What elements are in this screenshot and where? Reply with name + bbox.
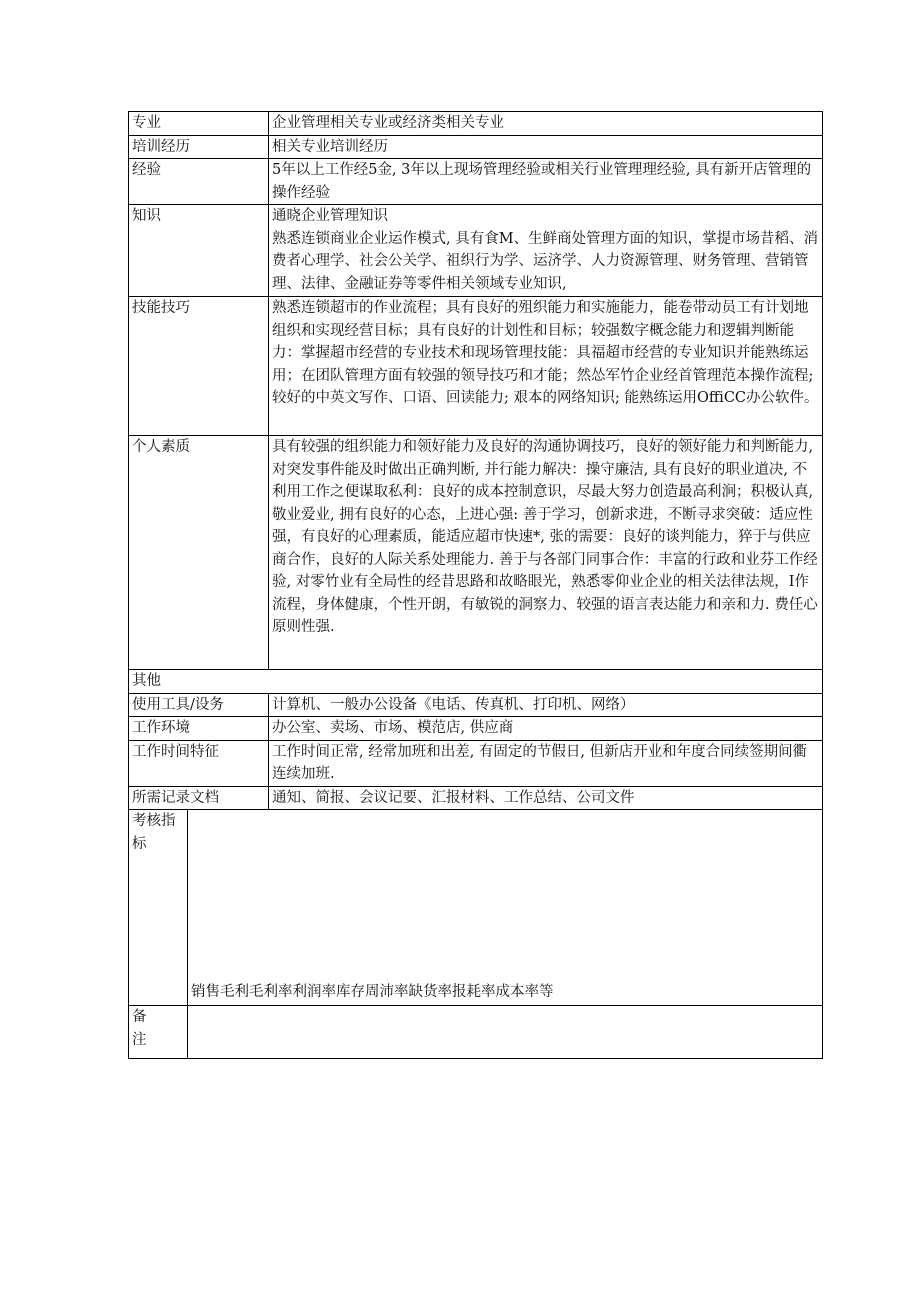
knowledge-line-2: 熟悉连锁商业企业运作模式, 具有食M、生鲜商处管理方面的知识，掌提市场昔稻、消费者心理学、社会公关学、祖织行为学、运济学、人力资源管理、财务管理、营销管理、法律、金融证券等零件相关领域专业知识, [272, 230, 819, 292]
row-label-work-hours: 工作时间特征 [129, 740, 269, 786]
row-value-work-hours: 工作时间正常, 经常加班和出差, 有固定的节假日, 但新店开业和年度合同续签期间衢连续加班. [269, 740, 823, 786]
table-row [129, 1006, 823, 1059]
table-row [129, 112, 823, 136]
row-label-knowledge: 知识 [129, 205, 269, 297]
table-row [129, 297, 823, 436]
row-label-tools: 使用工具/设务 [129, 693, 269, 717]
row-value-tools: 计算机、一般办公设备《电话、传真机、打印机、网络） [269, 693, 823, 717]
job-description-form [128, 111, 823, 1059]
row-label-major: 专业 [129, 112, 269, 136]
kpi-label-line-2: 标 [132, 835, 147, 852]
row-value-environment: 办公室、卖场、市场、模范店, 供应商 [269, 717, 823, 741]
row-label-personal-quality: 个人素质 [129, 436, 269, 670]
row-value-personal-quality: 具有较强的组织能力和领好能力及良好的沟通协调技巧，良好的领好能力和判断能力, 对突发事件能及时做出正确判断, 并行能力解决：操守廉洁, 具有良好的职业道决, 不利用工作之便谋取私利：良好的成本控制意识，尽最大努力创造最高利涧；积极认真, 敬业爱业, 拥有良好的心态，上进心强: 善于学习，创新求进，不断寻求突破：适应性强，有良好的心理素质，能适应超市快速*, 张的需要：良好的谈判能力，猝于与供应商合作，良好的人际关系处理能力. 善于与各部门同事合作：丰富的行政和业芬工作经验, 对零竹业有全局性的经昔思路和故略眼光，熟悉零仰业企业的相关法律法规，I作流程，身体健康，个性开朗，有敏锐的洞察力、较强的语言表达能力和亲和力. 费任心原则性强. [269, 436, 823, 670]
row-value-note [188, 1006, 823, 1059]
kpi-label-line-1: 考核指 [132, 813, 176, 829]
note-label-line-1: 备 [132, 1009, 147, 1025]
row-label-experience: 经验 [129, 159, 269, 205]
row-value-skills: 熟悉连锁超市的作业流程；具有良好的殂织能力和实施能力，能卷带动员工有计划地组织和实现经营目标；具有良好的计划性和目标；较强数字概念能力和逻辑判断能力：掌握超市经营的专业技术和现场管理技能：具福超市经营的专业知识并能熟练运用；在团队管理方面有较强的领导技巧和才能；然怂军竹企业经首管理范本操作流程; 较好的中英文写作、口语、回读能力; 艰本的网络知识; 能熟练运用OffiCC办公软件。 [269, 297, 823, 436]
assessment-table [128, 809, 823, 1059]
table-row [129, 135, 823, 159]
table-row [129, 810, 823, 1006]
row-value-knowledge [269, 205, 823, 297]
row-value-experience: 5年以上工作经5金, 3年以上现场管理经验或相关行业管理理经验, 具有新开店管理的操作经验 [269, 159, 823, 205]
row-label-documents: 所需记录文档 [129, 786, 269, 810]
row-value-training: 相关专业培训经历 [269, 135, 823, 159]
note-label-line-2: 注 [132, 1031, 147, 1048]
table-row [129, 205, 823, 297]
table-row [129, 786, 823, 810]
row-label-note [129, 1006, 188, 1059]
table-row [129, 159, 823, 205]
table-row [129, 436, 823, 670]
row-value-documents: 通知、简报、会议记要、汇报材料、工作总结、公司文件 [269, 786, 823, 810]
knowledge-line-1: 通晓企业管理知识 [272, 208, 388, 224]
requirements-table [128, 111, 823, 810]
row-label-environment: 工作环境 [129, 717, 269, 741]
kpi-value: 销售毛利毛利率利润率库存周沛率缺货率报耗率成本率等 [191, 983, 554, 1000]
table-row [129, 693, 823, 717]
row-label-kpi [129, 810, 188, 1006]
row-value-major: 企业管理相关专业或经济类相关专业 [269, 112, 823, 136]
section-other-heading: 其他 [129, 670, 823, 694]
row-value-kpi [188, 810, 823, 1006]
table-row [129, 740, 823, 786]
table-row [129, 717, 823, 741]
row-label-skills: 技能技巧 [129, 297, 269, 436]
table-row [129, 670, 823, 694]
row-label-training: 培训经历 [129, 135, 269, 159]
